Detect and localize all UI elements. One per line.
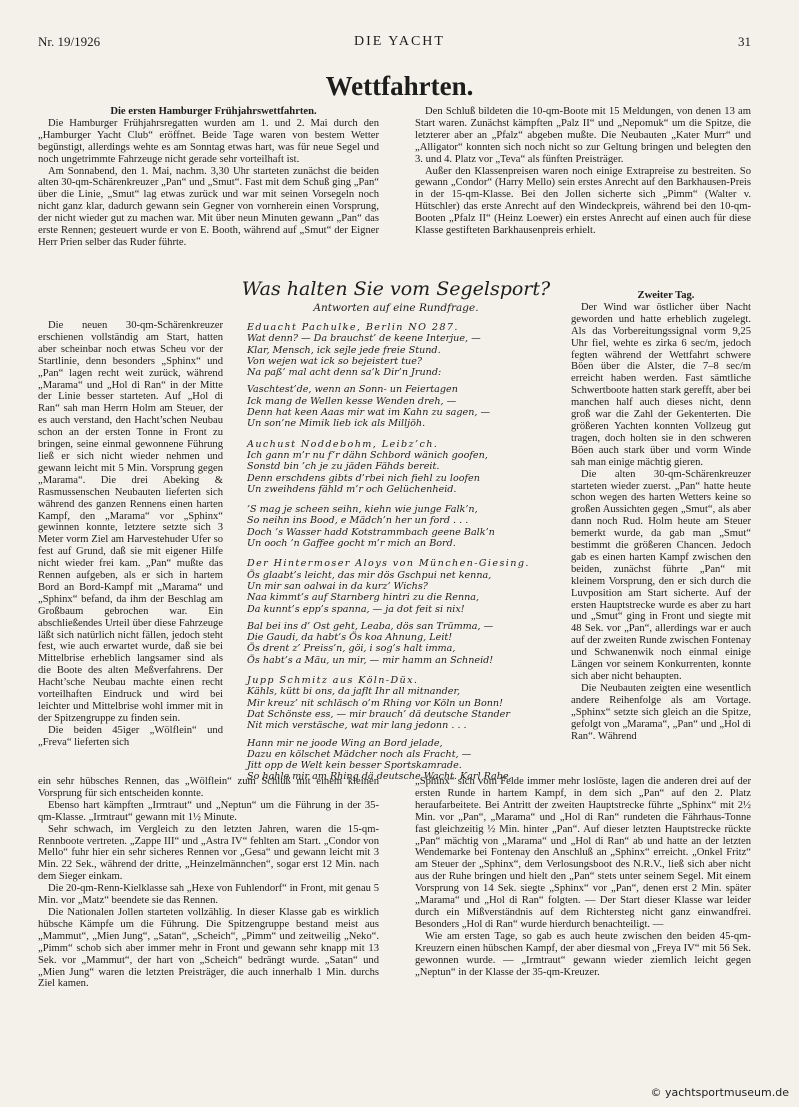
section-subtitle: Zweiter Tag. [637,290,695,301]
paragraph: Ebenso hart kämpften „Irmtraut“ und „Neptun“ um die Führung in der 35-qm-Klasse. „Irmtraut“ gewann mit 1½ Minute. [38,799,379,823]
poem-line: So hahle mir am Rhing dä deutsche Wacht. Karl Rabe. [247,771,512,783]
paragraph: Sehr schwach, im Vergleich zu den letzten Jahren, waren die 15-qm-Rennboote vertreten. „Zappe III“ und „Astra IV“ fehlten am Start. „Condor von Mello“ fuhr hier ein sehr sicheres Rennen vor „Gesa“ und gewann leicht mit 3 Min. 22 Sek., während der dritte, „Heinzelmännchen“, sogar erst 12 Min. nach dem Sieger einkam. [38,823,379,883]
paragraph: Die Neubauten zeigten eine wesentlich andere Reihenfolge als am Vortage. „Sphinx“ setzte sich gleich an die Spitze, gefolgt von „Marama“, „Pan“ und „Hol di Ran“. Während [571,682,751,742]
survey-answer [247,439,561,495]
poem-line: ’S mag je scheen seihn, kiehn wie junge Falk’n, [247,504,478,516]
page-number: 31 [738,34,751,49]
survey-box [231,278,561,783]
poem-line: Hann mir ne joode Wing an Bord jelade, [247,737,443,749]
paragraph: „Sphinx“ sich vom Felde immer mehr loslöste, lagen die anderen drei auf der ersten Runde in hartem Kampf, in dem sich „Pan“ auf den 2. Platz heraufarbeitete. Bei Antritt der zweiten Hauptstrecke führte „Sphinx“ mit 2½ Min. vor „Pan“, „Marama“ und „Hol di Ran“ rundeten die Fährhaus-Tonne fast gleichzeitig ½ Min. hinter „Pan“. Auf dieser letzten Hauptstrecke rückte „Pan“ mächtig von „Marama“ und „Hol di Ran“ ab und hatte an der letzten Wendemarke bei Fontenay den Anschluß an „Sphinx“ erreicht. „Onkel Fritz“ am Steuer der „Sphinx“, dem Verlosungsboot des N.R.V., ließ sich aber nicht aus der Ruhe bringen und hielt den „Pan“ stets unter seinem Segel. Mit einem Vorsprung von 14 Sek. siegte „Sphinx“ vor „Pan“, denen erst 2 Min. später „Marama“ und „Hol di Ran“ folgten. — Der Start dieser Klasse war leider durch ein Mißverständnis auf dem Richtersteg nicht ganz einwandfrei. Besonders „Hol di Ran“ wurde hierdurch benachteiligt. — [415,776,751,930]
poem-line: Bal bei ins d’ Ost geht, Leaba, dös san Trümma, — [247,620,494,632]
survey-answer [247,504,561,549]
poem-line: Un ooch ’n Gaffee gocht m’r mich an Bord. [247,538,456,550]
poem-line: Dazu en kölschet Mädcher noch als Fracht, — [247,748,472,760]
poem-line: Ick mang de Wellen kesse Wenden dreh, — [247,395,457,407]
left-column-narrow [38,320,223,774]
poem-line: Na paß’ mal acht denn sa’k Dir’n Jrund: [247,367,442,379]
poem-line: Ös drent z’ Preiss’n, göi, i sog’s halt imma, [247,643,456,655]
right-column-narrow [571,290,751,774]
poem-line: Die Gaudi, da habt’s Ös koa Ahnung, Leit! [247,632,453,644]
survey-answer [247,675,561,783]
right-column-top [415,106,751,290]
watermark: © yachtsportmuseum.de [650,1086,789,1099]
poem-line: Naa kimmt’s auf Starnberg hintri zu die Renna, [247,592,480,604]
paragraph: Außer den Klassenpreisen waren noch einige Extrapreise zu bestreiten. So gewann „Condor“ (Harry Mello) sein erstes Anrecht auf den Barkhausen-Preis in der 15-qm-Klasse. Bei den Jollen sicherte sich „Pimm“ (Walter v. Hütschler) das erste Anrecht auf den Windeckpreis, während bei den 10-qm-Booten „Pfalz II“ (Heinz Loewer) ein erstes Anrecht auf einen auch für diese Klasse gestifteten Barkhausenpreis erhielt. [415,165,751,237]
answer-author: Der Hintermoser Aloys von München-Giesing. [247,558,530,570]
survey-title: Was halten Sie vom Segelsport? [241,278,551,300]
poem-line: Un zweihdens fähld m’r och Gelüchenheid. [247,483,457,495]
magazine-name: DIE YACHT [354,34,445,49]
poem-line: Dat Schönste ess, — mir brauch’ dä deutsche Stander [247,708,510,720]
article-subtitle: Die ersten Hamburger Frühjahrswettfahrten. [110,106,317,117]
paragraph: Wie am ersten Tage, so gab es auch heute zwischen den beiden 45-qm-Kreuzern einen hübschen Kampf, der aber diesmal von „Freya IV“ mit 56 Sek. gewonnen wurde. — „Irmtraut“ gewann wieder ziemlich leicht gegen „Neptun“ in der Klasse der 35-qm-Kreuzer. [415,930,751,978]
paragraph: Die Hamburger Frühjahrsregatten wurden am 1. und 2. Mai durch den „Hamburger Yacht Club“ eröffnet. Beide Tage waren von bestem Wetter begünstigt, allerdings wehte es am Sonntag etwas hart, was für neue Segel und noch ungetrimmte Fahrzeuge nicht gerade sehr vorteilhaft ist. [38,117,379,165]
paragraph: Die Nationalen Jollen starteten vollzählig. In dieser Klasse gab es wirklich hübsche Kämpfe um die Führung. Die Spitzengruppe bestand meist aus „Mammut“, „Mien Jung“, „Satan“, „Scheich“, „Pimm“ und zeitweilig „Neko“. „Pimm“ schob sich aber immer mehr in Front und gewann sehr knapp mit 13 Sek. vor „Mammut“, der hart von „Scheich“ bedrängt wurde. „Satan“ und „Mien Jung“ waren die letzten Preisträger, die auch innerhalb 1 Min. durchs Ziel kamen. [38,906,379,990]
poem-line: So neihn ins Bood, e Mädch’n her un ford . . . [247,515,469,527]
paragraph: Am Sonnabend, den 1. Mai, nachm. 3,30 Uhr starteten zunächst die beiden alten 30-qm-Schärenkreuzer „Pan“ und „Smut“. Fast mit dem Schuß ging „Pan“ über die Linie, „Smut“ lag etwas zurück und war mit seinen Vorsegeln noch nicht ganz klar, dadurch gewann sein Gegner von vornherein einen Vorsprung, der nicht wieder gut zu machen war. Mit über neun Minuten gewann „Pan“ das erste Rennen; gesteuert wurde er von E. Booth, während auf „Smut“ der Eigner Herr Prien selber das Ruder führte. [38,165,379,248]
survey-answer [247,558,561,666]
poem-line: Kähls, kütt bi ons, da jaflt Ihr all mitnander, [247,686,461,698]
poem-line: Sonstd bin ’ch je zu jäden Fähds bereit. [247,461,440,473]
poem-line: Ich gann m’r nu f’r dähn Schbord wänich goofen, [247,449,488,461]
answer-author: Eduacht Pachulke, Berlin NO 287. [247,322,459,333]
poem-line: Nit mich verstäsche, wat mir lang jedonn . . . [247,720,467,732]
paragraph: Die alten 30-qm-Schärenkreuzer starteten wieder zuerst. „Pan“ hatte heute schon wegen des harten Wetters keine so großen Aussichten gegen „Smut“, als aber dann noch Rud. Holm heute am Steuer bemerkt wurde, da gab man „Smut“ bestimmt die größeren Chancen. Jedoch gab es einen harten Kampf zwischen den beiden, zunächst führte „Pan“ mit kleinem Vorsprung, den er sich durch die Luvposition am Start sicherte. Auf der ersten Hauptstrecke wurde es aber zu hart und „Smut“ ging in Front und siegte mit 48 Sek. vor „Pan“, allerdings war er auch auf der zweiten Runde zwischen Fontenay und Schwanenwik noch einmal einige Längen vor seinem Konkurrenten, konnte sich aber nicht behaupten. [571,468,751,682]
left-column-bottom [38,776,379,1056]
paragraph: ein sehr hübsches Rennen, das „Wölflein“ zum Schluß mit einem kleinen Vorsprung für sich entscheiden konnte. [38,776,379,799]
poem-line: Un mir san oalwai in da kurz’ Wichs? [247,580,428,592]
survey-answers [231,322,561,783]
paragraph: Die 20-qm-Renn-Kielklasse sah „Hexe von Fuhlendorf“ in Front, mit genau 5 Min. vor „Matz“ beendete sie das Rennen. [38,883,379,907]
issue-number: Nr. 19/1926 [38,34,101,49]
poem-line: Denn hat keen Aaas mir wat im Kahn zu sagen, — [247,407,491,419]
poem-line: Denn erschdens gibts d’rbei nich fiehl zu loofen [247,472,480,484]
paragraph: Die neuen 30-qm-Schärenkreuzer erschienen vollständig am Start, hatten aber scheinbar noch etwas Scheu vor der Startlinie, denn besonders „Sphinx“ und „Pan“ lagen recht weit zurück, während „Marama“ und „Hol di Ran“ in der Mitte der Linie besser starteten. Auf „Hol di Ran“ sah man Herrn Holm am Steuer, der es auch verstand, den Hacht’schen Neubau schon an der ersten Tonne in Front zu bringen, seine einmal gewonnene Führung ließ er sich nicht wieder nehmen und gewann leicht mit 5 Min. Vorsprung gegen „Marama“. Die drei Abeking & Rasmussenschen Neubauten lieferten sich während des ganzen Rennens einen harten Kampf, den „Marama“ vor „Sphinx“ gewinnen konnte, letztere setzte sich 3 Meter vorm Ziel am Harvestehuder Ufer so fest auf Grund, daß sie mit eigener Hilfe nicht wieder frei kam. „Pan“ mußte das Rennen aufgeben, als er sich in hartem Bord an Bord-Kampf mit „Marama“ und „Sphinx“ befand, da ihm der Beschlag am Großbaum gebrochen war. Ein abschließendes Urteil über diese Fahrzeuge läßt sich natürlich nicht fällen, jedoch steht fest, wie auch erwartet wurde, daß sie bei Mittelbrise erheblich langsamer sind als die Boote des alten Meßverfahrens. Der Hacht’sche Neubau machte einen recht vorteilhaften Eindruck und wird bei leichter und Mittelbrise wohl immer mit in der Spitzengruppe zu finden sein. [38,320,223,724]
answer-author: Auchust Noddebohm, Leibz’ch. [247,438,439,450]
poem-line: Jitt opp de Welt kein besser Sportskamrade. [247,760,462,772]
paragraph: Den Schluß bildeten die 10-qm-Boote mit 15 Meldungen, von denen 13 am Start waren. Zunächst kämpften „Palz II“ und „Nepomuk“ um die Spitze, die letzterer aber an „Pfalz“ abgeben mußte. Die Neubauten „Kater Murr“ und „Alligator“ konnten sich noch nicht so zur Geltung bringen und belegten den 3. und 4. Platz vor „Teva“ als fünften Preisträger. [415,106,751,165]
paragraph: Die beiden 45iger „Wölflein“ und „Freva“ lieferten sich [38,724,223,748]
right-column-bottom [415,776,751,1056]
poem-line: Klar, Mensch, ick sejle jede freie Stund. [247,344,441,356]
poem-line: Von wejen wat ick so bejeistert tue? [247,355,423,367]
poem-line: Da kunnt’s epp’s spanna, — ja dot feit si nix! [247,603,465,615]
answer-author: Jupp Schmitz aus Köln-Düx. [247,675,419,687]
survey-subtitle: Antworten auf eine Rundfrage. [313,302,479,314]
poem-line: Ös habt’s a Mäu, un mir, — mir hamm an Schneid! [247,654,494,666]
poem-line: Doch ’s Wasser hadd Kotstrammbach geene Balk’n [247,526,495,538]
poem-line: Un son’ne Mimik lieb ick als Milljöh. [247,418,426,430]
survey-answer [247,322,561,430]
poem-line: Mir kreuz’ nit schläsch o’m Rhing vor Köln un Bonn! [247,697,503,709]
paragraph: Der Wind war östlicher über Nacht geworden und hatte erheblich zugelegt. Als das Vorbereitungssignal vorm 9,25 Uhr fiel, wehte es zirka 6 sec/m, jedoch fegten während der Wettfahrt schwere Böen über die Alster, die 7–8 sec/m erreicht haben werden. Fast sämtliche Schwertboote hatten stark gerefft, aber bei manchen half auch dieses nicht, denn groß war die Zahl der Gekenterten. Die größeren Yachten konnten Vollzeug gut tragen, doch holten sie in den schweren Böen auch stark über und vorm Winde sah man einige mächtig gieren. [571,301,751,468]
poem-line: Vaschtest’de, wenn an Sonn- un Feiertagen [247,384,458,396]
poem-line: Wat denn? — Da brauchst’ de keene Interjue, — [247,333,481,345]
poem-line: Ös glaabt’s leicht, das mir dös Gschpui net kenna, [247,569,492,581]
page-title: Wettfahrten. [325,71,474,101]
